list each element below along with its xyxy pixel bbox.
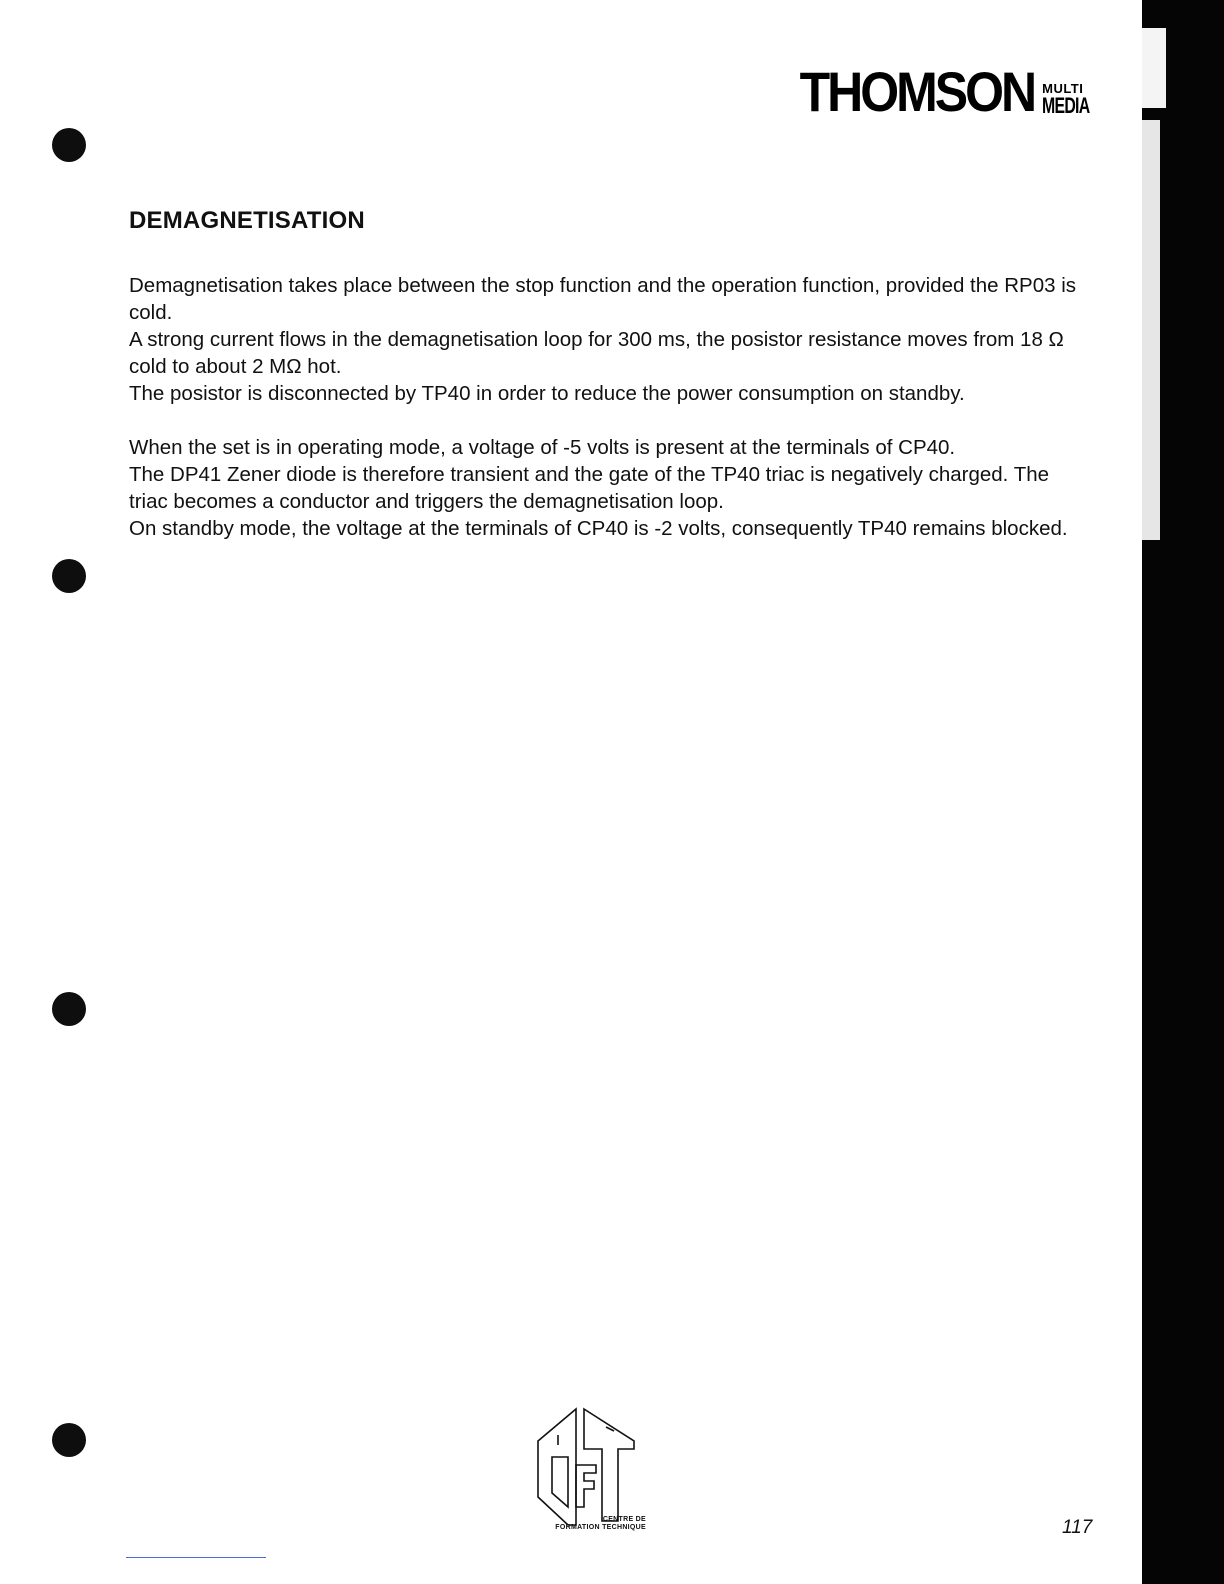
punch-hole [52,1423,86,1457]
paragraph-spacer [129,407,1089,434]
cft-logo-caption [520,1516,646,1532]
cft-caption-line: FORMATION TECHNIQUE [555,1524,646,1531]
punch-hole [52,128,86,162]
section-heading: DEMAGNETISATION [129,207,365,234]
paragraph-line: The DP41 Zener diode is therefore transient and the gate of the TP40 triac is negatively charged. The triac becomes a conductor and triggers the demagnetisation loop. [129,463,1050,513]
brand-logo [799,60,1108,124]
brand-sub-top: MULTI [1042,81,1084,96]
punch-hole [52,992,86,1026]
paragraph-line: Demagnetisation takes place between the stop function and the operation function, provided the RP03 is cold. [129,274,1077,324]
brand-subtitle [1042,82,1108,120]
brand-sub-bottom: MEDIA [1042,93,1090,118]
cft-caption-line: CENTRE DE [602,1516,646,1523]
scan-edge-highlight [1142,28,1166,108]
paragraph-line: On standby mode, the voltage at the terminals of CP40 is -2 volts, consequently TP40 remains blocked. [129,517,1068,540]
punch-hole [52,559,86,593]
scan-edge-highlight [1142,120,1160,540]
paragraph-line: A strong current flows in the demagnetisation loop for 300 ms, the posistor resistance moves from 18 Ω cold to about 2 MΩ hot. [129,328,1064,378]
brand-name: THOMSON [799,60,1035,124]
body-text [129,272,1089,542]
page-number: 117 [1062,1517,1093,1538]
footer-rule [126,1557,266,1558]
paragraph-line: When the set is in operating mode, a voltage of -5 volts is present at the terminals of CP40. [129,436,956,459]
paragraph-line: The posistor is disconnected by TP40 in order to reduce the power consumption on standby. [129,382,965,405]
